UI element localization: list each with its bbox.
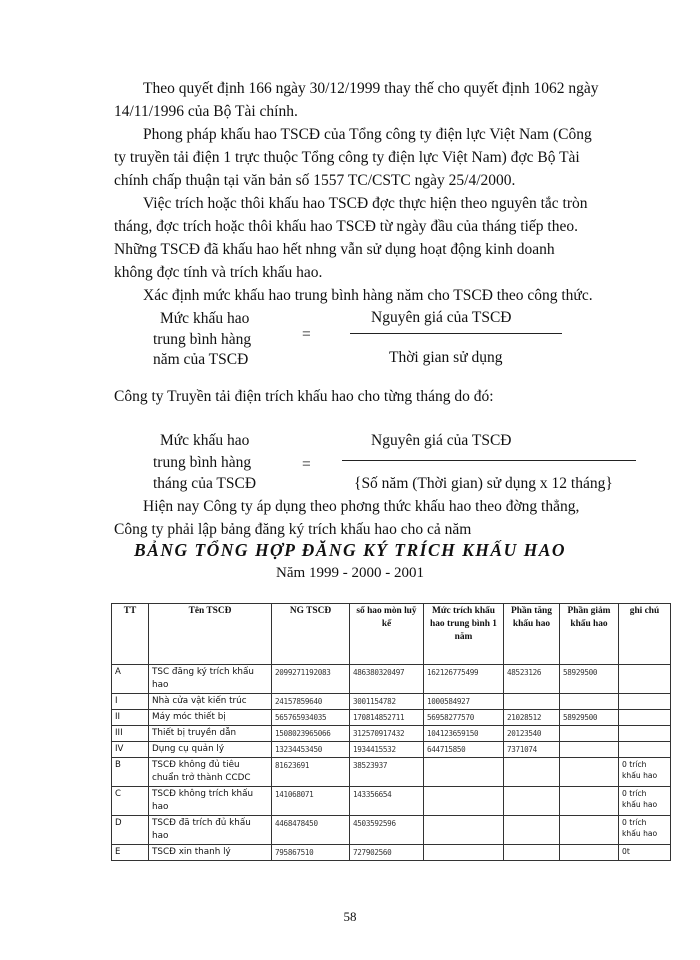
- depreciation-increase: 48523126: [504, 665, 560, 694]
- formula1-fraction-bar: [350, 333, 562, 334]
- row-code: D: [112, 816, 149, 845]
- asset-name: TSCĐ không trích khấu hao: [149, 787, 272, 816]
- paragraph-line: Việc trích hoặc thôi khấu hao TSCĐ đợc thực hiện theo nguyên tắc tròn: [143, 195, 588, 212]
- depreciation-increase: [504, 758, 560, 787]
- formula2-left-line: trung bình hàng: [153, 454, 252, 471]
- table-row: [112, 816, 671, 845]
- table-row: [112, 665, 671, 694]
- page-number: 58: [343, 909, 357, 924]
- paragraph-line: Phong pháp khấu hao TSCĐ của Tổng công ty điện lực Việt Nam (Công: [143, 126, 592, 143]
- paragraph-line: tháng, đợc trích hoặc thôi khấu hao TSCĐ từ ngày đầu của tháng tiếp theo.: [114, 218, 578, 235]
- depreciation-decrease: [560, 845, 619, 861]
- original-cost: 24157859640: [272, 694, 350, 710]
- depreciation-decrease: [560, 758, 619, 787]
- accumulated-depreciation: 170814852711: [350, 710, 424, 726]
- column-header: NG TSCĐ: [272, 604, 350, 665]
- paragraph-line: ty truyền tải điện 1 trực thuộc Tổng công ty điện lực Việt Nam) đợc Bộ Tài: [114, 149, 580, 166]
- asset-name: TSCĐ không đủ tiêu chuẩn trở thành CCDC: [149, 758, 272, 787]
- table-row: [112, 694, 671, 710]
- table-row: [112, 787, 671, 816]
- column-header: Tên TSCĐ: [149, 604, 272, 665]
- annual-depreciation: 644715850: [424, 742, 504, 758]
- note: [619, 694, 671, 710]
- original-cost: 795867510: [272, 845, 350, 861]
- depreciation-increase: 21028512: [504, 710, 560, 726]
- asset-name: Dụng cụ quản lý: [149, 742, 272, 758]
- accumulated-depreciation: 4503592596: [350, 816, 424, 845]
- table-header-row: [112, 604, 671, 665]
- row-code: IV: [112, 742, 149, 758]
- depreciation-decrease: [560, 742, 619, 758]
- row-code: B: [112, 758, 149, 787]
- formula2-left-line: tháng của TSCĐ: [153, 475, 257, 492]
- column-header: Phần tăng khấu hao: [504, 604, 560, 665]
- column-header: số hao mòn luỹ kế: [350, 604, 424, 665]
- column-header: TT: [112, 604, 149, 665]
- formula2-left-line: Mức khấu hao: [160, 432, 250, 449]
- annual-depreciation: [424, 787, 504, 816]
- note: 0 trích khấu hao: [619, 758, 671, 787]
- original-cost: 1508023965066: [272, 726, 350, 742]
- depreciation-increase: [504, 845, 560, 861]
- original-cost: 2099271192083: [272, 665, 350, 694]
- annual-depreciation: 104123659150: [424, 726, 504, 742]
- note: [619, 742, 671, 758]
- paragraph-line: Công ty phải lập bảng đăng ký trích khấu hao cho cả năm: [114, 521, 472, 538]
- paragraph-line: chính chấp thuận tại văn bản số 1557 TC/CSTC ngày 25/4/2000.: [114, 172, 516, 189]
- depreciation-table: [111, 603, 671, 861]
- table-row: [112, 845, 671, 861]
- row-code: A: [112, 665, 149, 694]
- paragraph-line: 14/11/1996 của Bộ Tài chính.: [114, 103, 298, 120]
- paragraph-line: Theo quyết định 166 ngày 30/12/1999 thay thế cho quyết định 1062 ngày: [143, 80, 599, 97]
- formula2-fraction-bar: [342, 460, 636, 461]
- formula2-equals: =: [302, 456, 311, 473]
- row-code: III: [112, 726, 149, 742]
- accumulated-depreciation: 1934415532: [350, 742, 424, 758]
- depreciation-decrease: [560, 816, 619, 845]
- paragraph-line: Công ty Truyền tải điện trích khấu hao cho từng tháng do đó:: [114, 388, 494, 405]
- depreciation-decrease: [560, 787, 619, 816]
- note: [619, 726, 671, 742]
- note: [619, 710, 671, 726]
- annual-depreciation: [424, 758, 504, 787]
- annual-depreciation: 56958277570: [424, 710, 504, 726]
- original-cost: 81623691: [272, 758, 350, 787]
- accumulated-depreciation: 143356654: [350, 787, 424, 816]
- depreciation-increase: 7371074: [504, 742, 560, 758]
- depreciation-decrease: [560, 726, 619, 742]
- column-header: ghi chú: [619, 604, 671, 665]
- note: 0t: [619, 845, 671, 861]
- formula2-numerator: Nguyên giá của TSCĐ: [371, 432, 512, 449]
- table-title: BẢNG TỔNG HỢP ĐĂNG KÝ TRÍCH KHẤU HAO: [133, 540, 567, 560]
- row-code: II: [112, 710, 149, 726]
- accumulated-depreciation: 38523937: [350, 758, 424, 787]
- asset-name: TSC đăng ký trích khấu hao: [149, 665, 272, 694]
- annual-depreciation: [424, 816, 504, 845]
- note: 0 trích khấu hao: [619, 816, 671, 845]
- annual-depreciation: 162126775499: [424, 665, 504, 694]
- annual-depreciation: 1000584927: [424, 694, 504, 710]
- depreciation-increase: [504, 694, 560, 710]
- formula1-left-line: năm của TSCĐ: [153, 351, 249, 368]
- paragraph-line: Hiện nay Công ty áp dụng theo phơng thức khấu hao theo đờng thẳng,: [143, 498, 580, 515]
- accumulated-depreciation: 312570917432: [350, 726, 424, 742]
- column-header: Mức trích khấu hao trung bình 1 năm: [424, 604, 504, 665]
- formula2-denominator: {Số năm (Thời gian) sử dụng x 12 tháng}: [354, 475, 613, 492]
- depreciation-decrease: 58929500: [560, 710, 619, 726]
- depreciation-increase: [504, 787, 560, 816]
- original-cost: 141068071: [272, 787, 350, 816]
- depreciation-increase: 20123540: [504, 726, 560, 742]
- formula1-denominator: Thời gian sử dụng: [389, 349, 503, 366]
- formula1-left-line: Mức khấu hao: [160, 310, 250, 327]
- accumulated-depreciation: 727902560: [350, 845, 424, 861]
- table-row: [112, 710, 671, 726]
- column-header: Phần giảm khấu hao: [560, 604, 619, 665]
- table-row: [112, 758, 671, 787]
- note: 0 trích khấu hao: [619, 787, 671, 816]
- depreciation-decrease: 58929500: [560, 665, 619, 694]
- annual-depreciation: [424, 845, 504, 861]
- depreciation-increase: [504, 816, 560, 845]
- table-row: [112, 742, 671, 758]
- table-subtitle: Năm 1999 - 2000 - 2001: [276, 565, 424, 581]
- formula1-left-line: trung bình hàng: [153, 331, 252, 348]
- paragraph-line: Xác định mức khấu hao trung bình hàng năm cho TSCĐ theo công thức.: [143, 287, 593, 304]
- note: [619, 665, 671, 694]
- asset-name: TSCĐ xin thanh lý: [149, 845, 272, 861]
- paragraph-line: Những TSCĐ đã khấu hao hết nhng vẫn sử dụng hoạt động kinh doanh: [114, 241, 555, 258]
- asset-name: TSCĐ đã trích đủ khấu hao: [149, 816, 272, 845]
- table-row: [112, 726, 671, 742]
- asset-name: Nhà cửa vật kiến trúc: [149, 694, 272, 710]
- original-cost: 565765934035: [272, 710, 350, 726]
- paragraph-line: không đợc tính và trích khấu hao.: [114, 264, 323, 281]
- original-cost: 4468478450: [272, 816, 350, 845]
- original-cost: 13234453450: [272, 742, 350, 758]
- formula1-numerator: Nguyên giá của TSCĐ: [371, 309, 512, 326]
- accumulated-depreciation: 486380320497: [350, 665, 424, 694]
- formula1-equals: =: [302, 326, 311, 343]
- row-code: E: [112, 845, 149, 861]
- row-code: I: [112, 694, 149, 710]
- asset-name: Thiết bị truyền dẫn: [149, 726, 272, 742]
- row-code: C: [112, 787, 149, 816]
- accumulated-depreciation: 3001154782: [350, 694, 424, 710]
- depreciation-decrease: [560, 694, 619, 710]
- asset-name: Máy móc thiết bị: [149, 710, 272, 726]
